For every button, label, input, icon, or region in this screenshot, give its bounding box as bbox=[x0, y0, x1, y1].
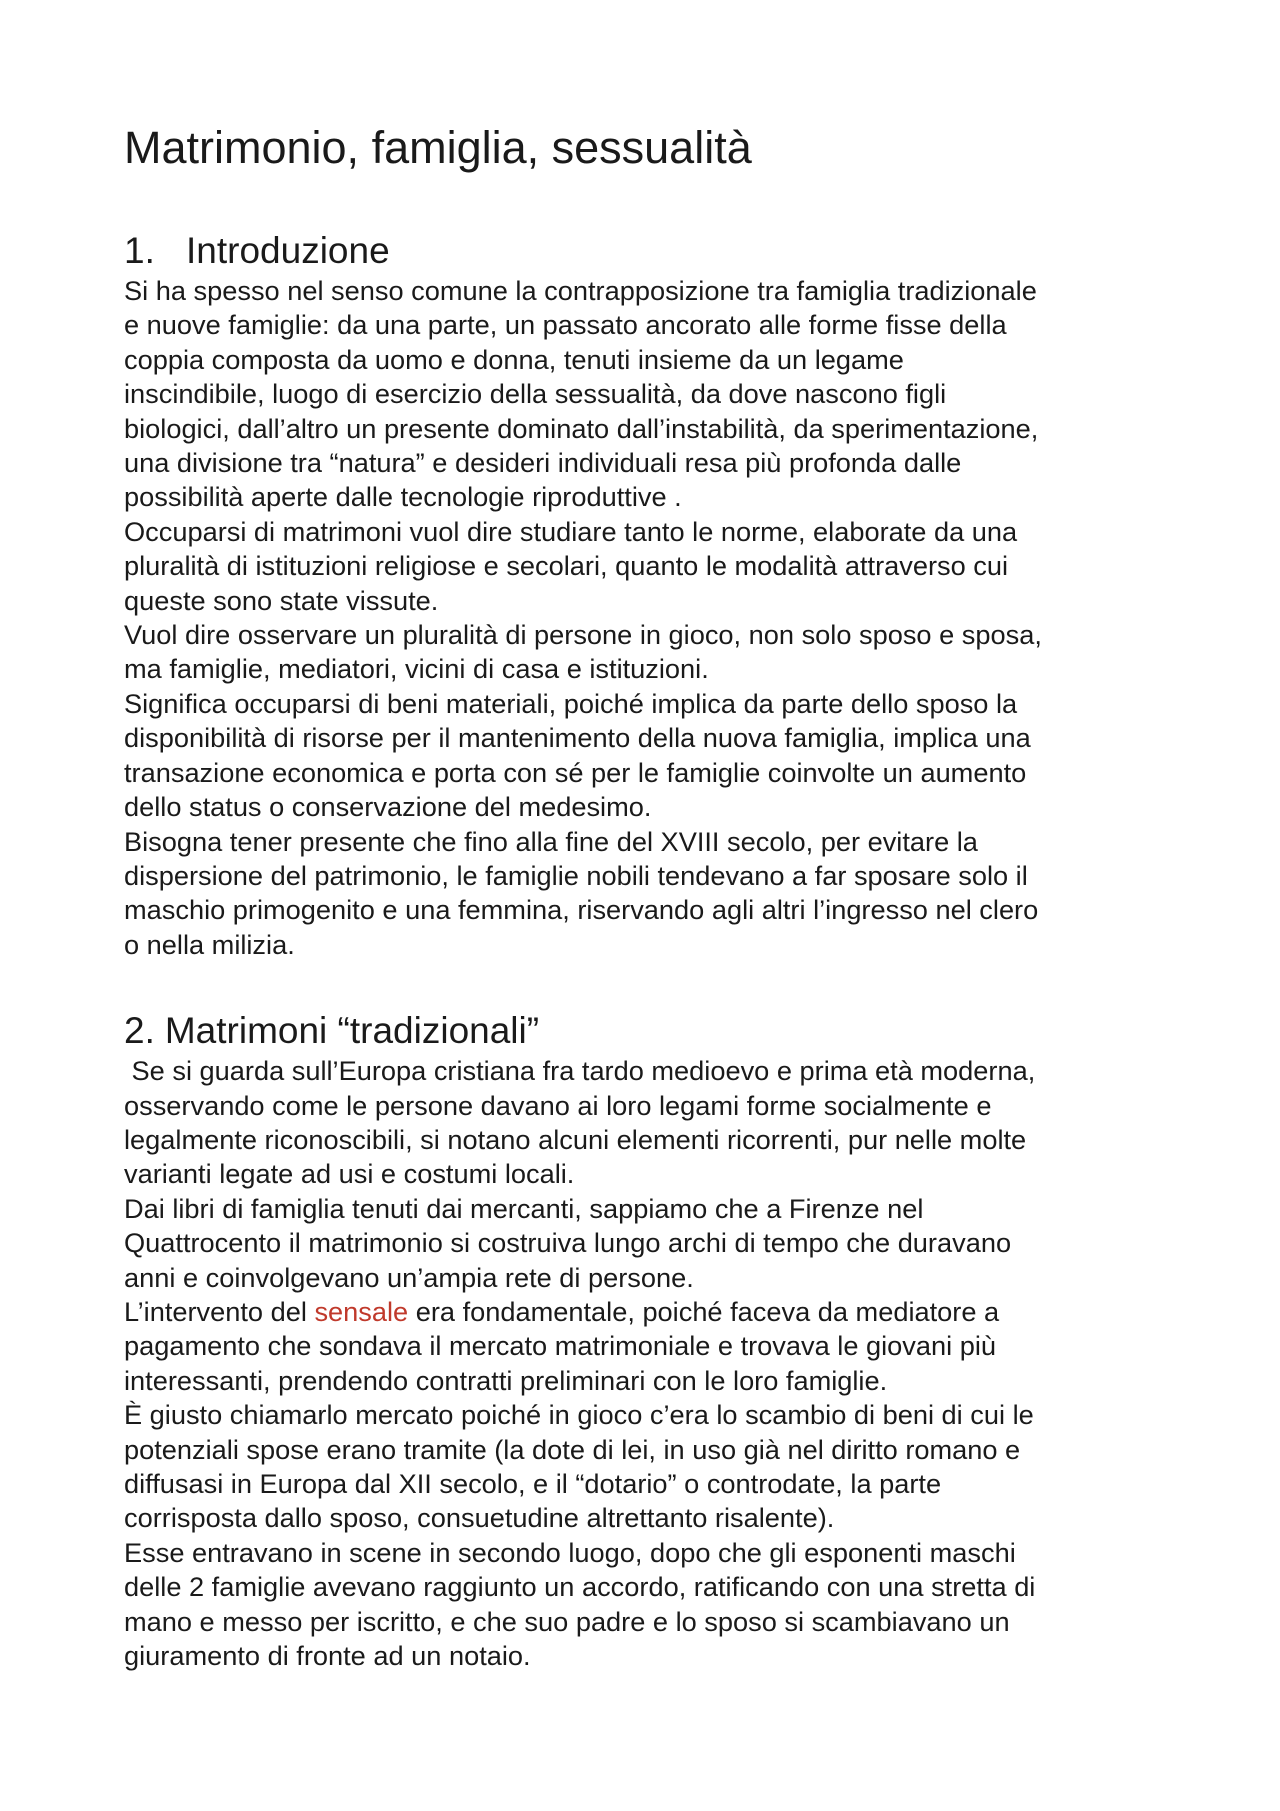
paragraph bbox=[124, 1054, 1184, 1192]
text-line: potenziali spose erano tramite (la dote di lei, in uso già nel diritto romano e bbox=[124, 1433, 1021, 1465]
paragraph bbox=[124, 618, 1184, 687]
text-line: mano e messo per iscritto, e che suo padre e lo sposo si scambiavano un bbox=[124, 1605, 1010, 1637]
section-number: 1. bbox=[124, 230, 155, 271]
section-introduzione bbox=[124, 228, 1184, 962]
text-line: Dai libri di famiglia tenuti dai mercanti, sappiamo che a Firenze nel bbox=[124, 1192, 924, 1224]
text-fragment: era fondamentale, poiché faceva da mediatore a bbox=[408, 1295, 1000, 1327]
text-line: pluralità di istituzioni religiose e secolari, quanto le modalità attraverso cui bbox=[124, 550, 1009, 582]
text-line-with-term bbox=[124, 1295, 1184, 1329]
text-line: anni e coinvolgevano un’ampia rete di persone. bbox=[124, 1261, 694, 1293]
text-line: varianti legate ad usi e costumi locali. bbox=[124, 1158, 575, 1190]
text-line: Se si guarda sull’Europa cristiana fra tardo medioevo e prima età moderna, bbox=[124, 1055, 1036, 1087]
section-matrimoni-tradizionali bbox=[124, 1008, 1184, 1673]
text-line: osservando come le persone davano ai loro legami forme socialmente e bbox=[124, 1089, 992, 1121]
document-page bbox=[124, 118, 1184, 1673]
section-heading-matrimoni-tradizionali bbox=[124, 1008, 1184, 1054]
text-line: Bisogna tener presente che fino alla fine del XVIII secolo, per evitare la bbox=[124, 825, 978, 857]
document-title: Matrimonio, famiglia, sessualità bbox=[124, 122, 752, 173]
text-line: Vuol dire osservare un pluralità di persone in gioco, non solo sposo e sposa, bbox=[124, 619, 1042, 651]
text-line: transazione economica e porta con sé per le famiglie coinvolte un aumento bbox=[124, 756, 1027, 788]
text-line: inscindibile, luogo di esercizio della sessualità, da dove nascono figli bbox=[124, 378, 947, 410]
text-line: queste sono state vissute. bbox=[124, 584, 439, 616]
text-line: ma famiglie, mediatori, vicini di casa e istituzioni. bbox=[124, 653, 709, 685]
text-line: diffusasi in Europa dal XII secolo, e il “dotario” o controdate, la parte bbox=[124, 1468, 942, 1499]
text-line: È giusto chiamarlo mercato poiché in gioco c’era lo scambio di beni di cui le bbox=[124, 1399, 1034, 1431]
section-spacer bbox=[124, 962, 1184, 1008]
text-line: Quattrocento il matrimonio si costruiva lungo archi di tempo che duravano bbox=[124, 1227, 1012, 1259]
text-line: Esse entravano in scene in secondo luogo, dopo che gli esponenti maschi bbox=[124, 1536, 1016, 1568]
text-line: una divisione tra “natura” e desideri individuali resa più profonda dalle bbox=[124, 447, 962, 479]
text-line: dispersione del patrimonio, le famiglie nobili tendevano a far sposare solo il bbox=[124, 859, 1028, 891]
paragraph bbox=[124, 1398, 1184, 1536]
section-number: 2. bbox=[124, 1010, 155, 1052]
text-line: pagamento che sondava il mercato matrimoniale e trovava le giovani più bbox=[124, 1330, 996, 1362]
text-line: maschio primogenito e una femmina, riservando agli altri l’ingresso nel clero bbox=[124, 894, 1039, 926]
paragraph bbox=[124, 825, 1184, 963]
text-line: interessanti, prendendo contratti preliminari con le loro famiglie. bbox=[124, 1364, 888, 1396]
paragraph bbox=[124, 274, 1184, 515]
text-line: e nuove famiglie: da una parte, un passato ancorato alle forme fisse della bbox=[124, 309, 1007, 341]
text-line: legalmente riconoscibili, si notano alcuni elementi ricorrenti, pur nelle molte bbox=[124, 1123, 1027, 1155]
paragraph bbox=[124, 1536, 1184, 1674]
paragraph bbox=[124, 1192, 1184, 1295]
paragraph bbox=[124, 515, 1184, 618]
text-line: corrisposta dallo sposo, consuetudine altrettanto risalente). bbox=[124, 1502, 835, 1534]
text-line: coppia composta da uomo e donna, tenuti insieme da un legame bbox=[124, 343, 904, 375]
highlighted-term-sensale: sensale bbox=[314, 1295, 409, 1327]
text-line: disponibilità di risorse per il mantenimento della nuova famiglia, implica una bbox=[124, 722, 1031, 754]
text-line: dello status o conservazione del medesimo. bbox=[124, 791, 652, 823]
text-line: giuramento di fronte ad un notaio. bbox=[124, 1640, 531, 1672]
text-line: biologici, dall’altro un presente dominato dall’instabilità, da sperimentazione, bbox=[124, 412, 1039, 444]
text-line: o nella milizia. bbox=[124, 928, 295, 960]
text-line: Occuparsi di matrimoni vuol dire studiare tanto le norme, elaborate da una bbox=[124, 515, 1018, 547]
text-fragment: L’intervento del bbox=[124, 1295, 315, 1327]
text-line: Significa occuparsi di beni materiali, poiché implica da parte dello sposo la bbox=[124, 687, 1018, 719]
paragraph bbox=[124, 687, 1184, 825]
text-line: delle 2 famiglie avevano raggiunto un accordo, ratificando con una stretta di bbox=[124, 1571, 1036, 1603]
paragraph bbox=[124, 1295, 1184, 1398]
text-line: possibilità aperte dalle tecnologie riproduttive . bbox=[124, 481, 682, 513]
section-heading-text: Matrimoni “tradizionali” bbox=[164, 1010, 540, 1052]
text-line: Si ha spesso nel senso comune la contrapposizione tra famiglia tradizionale bbox=[124, 275, 1037, 306]
section-heading-text: Introduzione bbox=[186, 230, 390, 271]
section-heading-introduzione bbox=[124, 228, 1184, 274]
